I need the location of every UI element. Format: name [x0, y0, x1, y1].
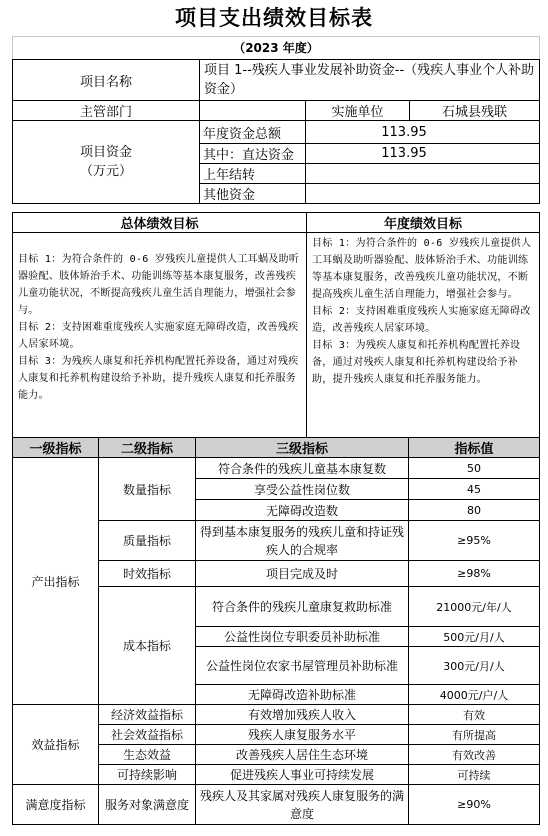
level1-satisfaction: 满意度指标	[13, 785, 99, 825]
indicators-table	[12, 437, 540, 825]
indicator-value-3: ≥95%	[409, 521, 540, 561]
indicator-value-4: ≥98%	[409, 561, 540, 587]
indicator-name-10: 残疾人康复服务水平	[196, 725, 409, 745]
overall-goal-text	[13, 233, 307, 438]
indicator-value-11: 有效改善	[409, 745, 540, 765]
indicator-name-11: 改善残疾人居住生态环境	[196, 745, 409, 765]
annual-goal-header: 年度绩效目标	[307, 213, 540, 233]
annual-goal-1: 目标 1：为符合条件的 0-6 岁残疾儿童提供人工耳蜗及助听器验配、肢体矫治手术、功能训练等基本康复服务，改善残疾儿童功能状况，不断提高残疾儿童生活自理能力，增强社会参与。	[312, 238, 532, 300]
indicator-value-13: ≥90%	[409, 785, 540, 825]
overall-goal-3: 目标 3：为残疾人康复和托养机构配置托养设备，通过对残疾人康复和托养机构建设给予补助，提升残疾人康复和托养服务能力。	[18, 356, 299, 401]
impl-unit-label: 实施单位	[306, 101, 410, 121]
indicator-name-2: 无障碍改造数	[196, 500, 409, 521]
indicator-value-7: 300元/月/人	[409, 647, 540, 685]
level2-ecological: 生态效益	[99, 745, 196, 765]
impl-unit-value: 石城县残联	[410, 101, 540, 121]
indicator-name-7: 公益性岗位农家书屋管理员补助标准	[196, 647, 409, 685]
level2-quantity: 数量指标	[99, 458, 196, 521]
fund-label-carryover: 上年结转	[200, 164, 306, 184]
level2-cost: 成本指标	[99, 587, 196, 705]
project-name-value: 项目 1--残疾人事业发展补助资金--（残疾人事业个人补助资金）	[200, 60, 540, 101]
indicator-name-9: 有效增加残疾人收入	[196, 705, 409, 725]
dept-value	[200, 101, 306, 121]
indicator-name-13: 残疾人及其家属对残疾人康复服务的满意度	[196, 785, 409, 825]
indicator-name-5: 符合条件的残疾儿童康复救助标准	[196, 587, 409, 627]
fund-value-carryover	[306, 164, 540, 184]
indicator-value-8: 4000元/户/人	[409, 685, 540, 705]
funds-label: 项目资金 （万元）	[13, 121, 200, 204]
indicator-value-10: 有所提高	[409, 725, 540, 745]
indicator-name-3: 得到基本康复服务的残疾儿童和持证残疾人的合规率	[196, 521, 409, 561]
dept-label: 主管部门	[13, 101, 200, 121]
annual-goal-3: 目标 3：为残疾人康复和托养机构配置托养设备，通过对残疾人康复和托养机构建设给予补助，提升残疾人康复和托养服务能力。	[312, 340, 521, 385]
overall-goal-2: 目标 2：支持困难重度残疾人实施家庭无障碍改造，改善残疾人居家环境。	[18, 322, 299, 350]
level2-sustainable: 可持续影响	[99, 765, 196, 785]
indicator-value-2: 80	[409, 500, 540, 521]
level2-economic: 经济效益指标	[99, 705, 196, 725]
overall-goal-1: 目标 1：为符合条件的 0-6 岁残疾儿童提供人工耳蜗及助听器验配、肢体矫治手术、功能训练等基本康复服务，改善残疾儿童功能状况，不断提高残疾儿童生活自理能力，增强社会参与。	[18, 254, 300, 316]
annual-goal-2: 目标 2：支持困难重度残疾人实施家庭无障碍改造，改善残疾人居家环境。	[312, 306, 531, 334]
indicator-name-8: 无障碍改造补助标准	[196, 685, 409, 705]
fund-label-other: 其他资金	[200, 184, 306, 204]
indicator-value-0: 50	[409, 458, 540, 479]
fund-label-total: 年度资金总额	[200, 121, 306, 144]
fund-value-other	[306, 184, 540, 204]
header-level2: 二级指标	[99, 438, 196, 458]
indicator-name-6: 公益性岗位专职委员补助标准	[196, 627, 409, 647]
indicator-value-5: 21000元/年/人	[409, 587, 540, 627]
header-level3: 三级指标	[196, 438, 409, 458]
header-value: 指标值	[409, 438, 540, 458]
level2-service: 服务对象满意度	[99, 785, 196, 825]
indicator-name-4: 项目完成及时	[196, 561, 409, 587]
level2-quality: 质量指标	[99, 521, 196, 561]
level2-timeliness: 时效指标	[99, 561, 196, 587]
overall-goal-header: 总体绩效目标	[13, 213, 307, 233]
annual-goal-text	[307, 233, 540, 438]
page-title: 项目支出绩效目标表	[175, 6, 373, 30]
level1-benefit: 效益指标	[13, 705, 99, 785]
indicator-name-1: 享受公益性岗位数	[196, 479, 409, 500]
header-level1: 一级指标	[13, 438, 99, 458]
indicator-value-9: 有效	[409, 705, 540, 725]
fund-label-direct: 其中：直达资金	[200, 144, 306, 164]
level2-social: 社会效益指标	[99, 725, 196, 745]
fund-value-total: 113.95	[306, 121, 540, 144]
level1-output: 产出指标	[13, 458, 99, 705]
fund-value-direct: 113.95	[306, 144, 540, 164]
project-info-table	[12, 59, 540, 204]
goals-table	[12, 212, 540, 438]
year-label: （2023 年度）	[12, 36, 540, 60]
indicator-value-12: 可持续	[409, 765, 540, 785]
indicator-name-12: 促进残疾人事业可持续发展	[196, 765, 409, 785]
indicator-name-0: 符合条件的残疾儿童基本康复数	[196, 458, 409, 479]
indicator-value-6: 500元/月/人	[409, 627, 540, 647]
project-name-label: 项目名称	[13, 60, 200, 101]
indicator-value-1: 45	[409, 479, 540, 500]
